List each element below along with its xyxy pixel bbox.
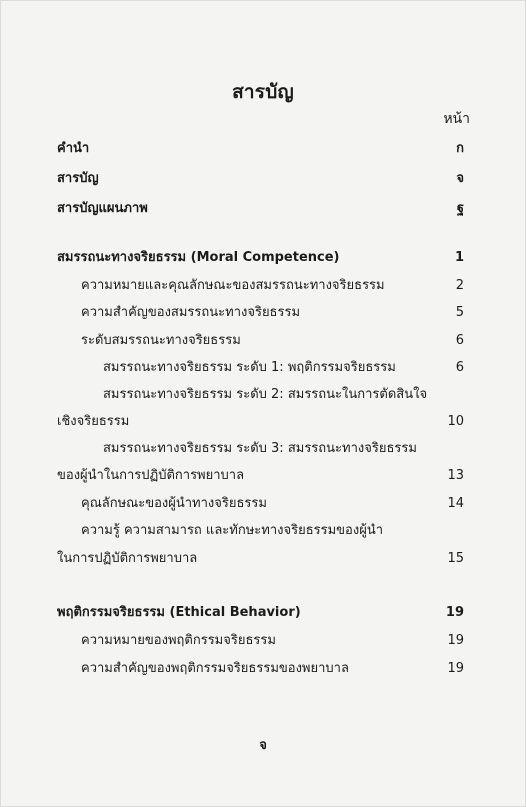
toc-row	[0, 631, 526, 651]
toc-entry-label: ของผู้นำในการปฏิบัติการพยาบาล	[57, 468, 245, 483]
toc-row	[0, 412, 526, 432]
toc-row	[0, 248, 526, 268]
toc-entry-page: 1	[454, 250, 464, 265]
toc-row	[0, 331, 526, 351]
toc-entry-page: 2	[455, 278, 464, 293]
toc-row	[0, 549, 526, 569]
toc-entry-label: สมรรถนะทางจริยธรรม ระดับ 2: สมรรถนะในการตัดสินใจ	[103, 387, 428, 402]
toc-entry-label: สมรรถนะทางจริยธรรม ระดับ 3: สมรรถนะทางจริยธรรม	[103, 441, 417, 456]
toc-entry-label: ความรู้ ความสามารถ และทักษะทางจริยธรรมของผู้นำ	[81, 523, 384, 538]
toc-entry-page: 10	[447, 414, 464, 429]
toc-entry-page: ก	[456, 141, 464, 156]
toc-row	[0, 521, 526, 541]
toc-entry-label: พฤติกรรมจริยธรรม (Ethical Behavior)	[57, 605, 301, 620]
toc-row	[0, 199, 526, 219]
toc-row	[0, 466, 526, 486]
toc-row	[0, 385, 526, 405]
toc-entry-page: 19	[447, 661, 464, 676]
toc-entry-label: ในการปฏิบัติการพยาบาล	[57, 551, 198, 566]
toc-entry-page: 19	[447, 633, 464, 648]
toc-row	[0, 494, 526, 514]
page-title: สารบัญ	[232, 81, 294, 103]
toc-entry-label: สารบัญ	[57, 171, 99, 186]
toc-row	[0, 169, 526, 189]
toc-row	[0, 303, 526, 323]
toc-entry-label: เชิงจริยธรรม	[57, 414, 130, 429]
toc-entry-label: สารบัญแผนภาพ	[57, 201, 148, 216]
toc-row	[0, 659, 526, 679]
toc-entry-label: สมรรถนะทางจริยธรรม ระดับ 1: พฤติกรรมจริยธรรม	[103, 360, 396, 375]
toc-entry-page: 6	[455, 360, 464, 375]
toc-entry-label: ความหมายของพฤติกรรมจริยธรรม	[81, 633, 276, 648]
toc-entry-label: ความสำคัญของพฤติกรรมจริยธรรมของพยาบาล	[81, 661, 349, 676]
page-column-label: หน้า	[443, 111, 470, 127]
toc-row	[0, 358, 526, 378]
toc-row	[0, 276, 526, 296]
toc-entry-page: 19	[445, 605, 464, 620]
toc-entry-label: สมรรถนะทางจริยธรรม (Moral Competence)	[57, 250, 340, 265]
toc-entry-label: คำนำ	[57, 141, 90, 156]
toc-entry-label: ความสำคัญของสมรรถนะทางจริยธรรม	[81, 305, 301, 320]
toc-entry-page: 5	[455, 305, 464, 320]
toc-entry-label: ระดับสมรรถนะทางจริยธรรม	[81, 333, 241, 348]
toc-entry-page: จ	[456, 171, 464, 186]
page-number: จ	[259, 738, 267, 753]
toc-entry-label: ความหมายและคุณลักษณะของสมรรถนะทางจริยธรรม	[81, 278, 385, 293]
toc-entry-label: คุณลักษณะของผู้นำทางจริยธรรม	[81, 496, 267, 511]
toc-entry-page: ฐ	[456, 201, 464, 216]
toc-entry-page: 13	[447, 468, 464, 483]
toc-row	[0, 139, 526, 159]
toc-row	[0, 603, 526, 623]
toc-entry-page: 14	[447, 496, 464, 511]
toc-entry-page: 15	[447, 551, 464, 566]
toc-row	[0, 439, 526, 459]
toc-entry-page: 6	[455, 333, 464, 348]
